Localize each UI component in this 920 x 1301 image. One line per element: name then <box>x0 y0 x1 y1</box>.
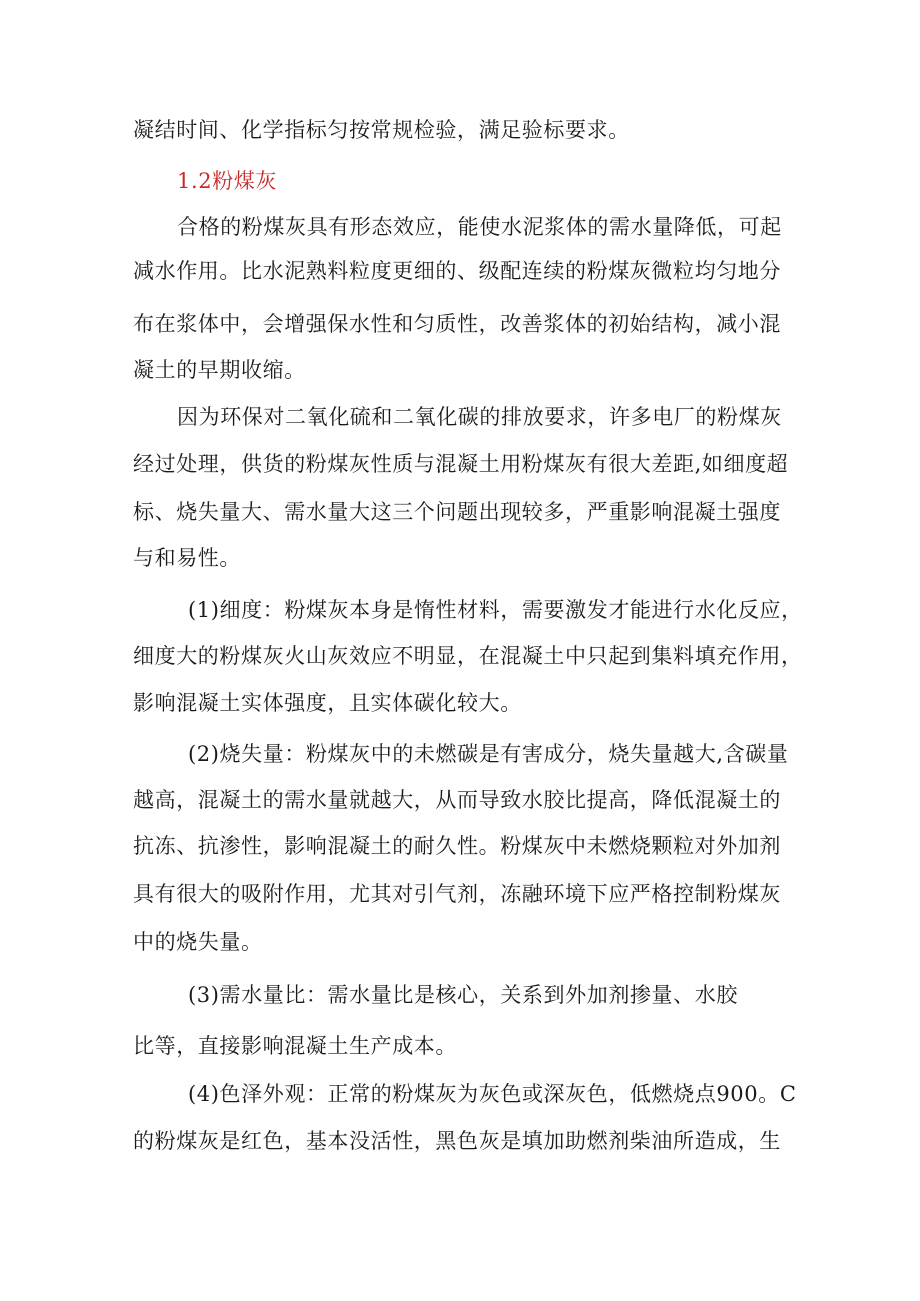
paragraph-line: 经过处理，供货的粉煤灰性质与混凝土用粉煤灰有很大差距,如细度超 <box>133 452 789 476</box>
paragraph-line: 凝土的早期收缩。 <box>133 358 306 382</box>
paragraph-line: 因为环保对二氧化硫和二氧化碳的排放要求，许多电厂的粉煤灰 <box>177 405 782 429</box>
text-line: 凝结时间、化学指标匀按常规检验，满足验标要求。 <box>133 118 630 142</box>
list-item-line: 影响混凝土实体强度，且实体碳化较大。 <box>133 691 522 715</box>
paragraph-line: 标、烧失量大、需水量大这三个问题出现较多，严重影响混凝土强度 <box>133 500 781 524</box>
list-item-line: 比等，直接影响混凝土生产成本。 <box>133 1034 457 1058</box>
paragraph-line: 布在浆体中，会增强保水性和匀质性，改善浆体的初始结构，减小混 <box>133 312 781 336</box>
list-item-line: 中的烧失量。 <box>133 930 263 954</box>
paragraph-line: 合格的粉煤灰具有形态效应，能使水泥浆体的需水量降低，可起 <box>177 215 782 239</box>
list-item-line: 细度大的粉煤灰火山灰效应不明显，在混凝土中只起到集料填充作用， <box>133 644 803 668</box>
list-item-line: 越高，混凝土的需水量就越大，从而导致水胶比提高，降低混凝土的 <box>133 788 781 812</box>
paragraph-line: 与和易性。 <box>133 546 241 570</box>
paragraph-line: 减水作用。比水泥熟料粒度更细的、级配连续的粉煤灰微粒均匀地分 <box>133 259 781 283</box>
list-item-line: (1)细度：粉煤灰本身是惰性材料，需要激发才能进行水化反应， <box>188 598 803 622</box>
list-item-line: 具有很大的吸附作用，尤其对引气剂，冻融环境下应严格控制粉煤灰 <box>133 882 781 906</box>
list-item-line: (4)色泽外观：正常的粉煤灰为灰色或深灰色，低燃烧点900。C <box>188 1082 797 1106</box>
list-item-line: 的粉煤灰是红色，基本没活性，黑色灰是填加助燃剂柴油所造成，生 <box>133 1129 781 1153</box>
section-heading: 1.2粉煤灰 <box>177 169 277 193</box>
list-item-line: (2)烧失量：粉煤灰中的未燃碳是有害成分，烧失量越大,含碳量 <box>188 742 789 766</box>
list-item-line: (3)需水量比：需水量比是核心，关系到外加剂掺量、水胶 <box>188 983 738 1007</box>
list-item-line: 抗冻、抗渗性，影响混凝土的耐久性。粉煤灰中未燃烧颗粒对外加剂 <box>133 834 781 858</box>
